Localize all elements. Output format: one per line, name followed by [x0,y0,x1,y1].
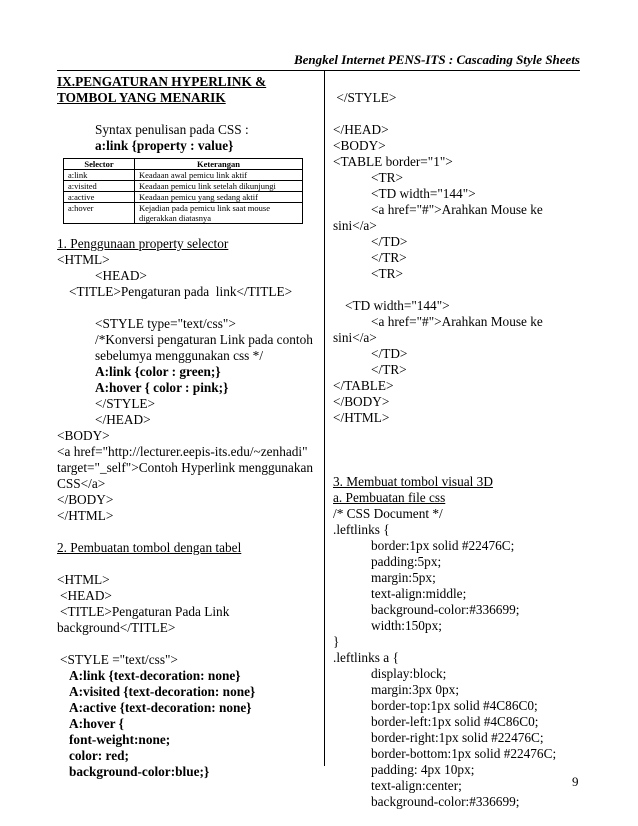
code-line: A:link {color : green;} [95,364,221,379]
code-line: A:visited {text-decoration: none} [69,684,256,699]
table-row [64,181,303,192]
code-line: <TR> [371,170,403,185]
left-column [57,74,319,780]
spacer [57,106,319,122]
table-header-selector: Selector [64,159,135,170]
code-line: A:link {text-decoration: none} [69,668,241,683]
code-line: margin:5px; [371,570,436,585]
css-code-block [333,506,583,810]
code-line: <HEAD> [60,588,112,603]
spacer [333,106,583,122]
code-line: </BODY> [333,394,390,409]
selector-cell: a:visited [64,181,135,192]
selector-table-body [64,170,303,224]
code-line: sebelumya menggunakan css */ [95,348,264,363]
subsection-title-3a: a. Pembuatan file css [333,490,446,505]
code-line: <TABLE border="1"> [333,154,453,169]
code-line: /*Konversi pengaturan Link pada contoh [95,332,313,347]
column-divider [324,71,325,766]
code-line: </HEAD> [333,122,389,137]
selector-cell: a:hover [64,203,135,224]
spacer [333,442,583,458]
code-line: border-left:1px solid #4C86C0; [371,714,539,729]
code-line: <TITLE>Pengaturan Pada Link [60,604,230,619]
code-line: text-align:center; [371,778,462,793]
code-line: A:active {text-decoration: none} [69,700,252,715]
code-line: A:hover { color : pink;} [95,380,229,395]
running-header: Bengkel Internet PENS-ITS : Cascading Style Sheets [293,52,580,67]
description-cell: Keadaan pemicu yang sedang aktif [135,192,303,203]
table-row [64,203,303,224]
table-row [64,170,303,181]
code-line: </STYLE> [95,396,156,411]
code-line: </BODY> [57,492,114,507]
code-line: sini</a> [333,218,377,233]
code-line: color: red; [69,748,129,763]
code-line: <a href="#">Arahkan Mouse ke [371,202,543,217]
subsection-title-1: 1. Penggunaan property selector [57,236,229,251]
code-line: </TABLE> [333,378,394,393]
code-line: <STYLE ="text/css"> [60,652,178,667]
code-block-1 [57,252,319,524]
code-line: </HTML> [57,508,114,523]
code-line: <HEAD> [95,268,147,283]
syntax-intro: Syntax penulisan pada CSS : [95,122,249,137]
code-line: display:block; [371,666,447,681]
header-rule [57,70,580,71]
code-line: </HTML> [333,410,390,425]
code-line: sini</a> [333,330,377,345]
code-line: CSS</a> [57,476,106,491]
spacer [333,282,583,298]
right-column [333,74,583,810]
code-line: target="_self">Contoh Hyperlink menggunakan [57,460,314,475]
code-line: </HEAD> [95,412,151,427]
code-line: <a href="http://lecturer.eepis-its.edu/~zenhadi" [57,444,308,459]
section-title-line-1: IX.PENGATURAN HYPERLINK & [57,74,267,89]
code-line: <BODY> [57,428,110,443]
page-number: 9 [572,774,579,789]
code-line: .leftlinks { [333,522,390,537]
code-line: border:1px solid #22476C; [371,538,515,553]
code-block-2 [57,556,319,780]
code-line: background-color:blue;} [69,764,210,779]
code-line: <HTML> [57,572,110,587]
selector-table [63,158,303,224]
code-line: .leftlinks a { [333,650,399,665]
code-line: border-bottom:1px solid #22476C; [371,746,557,761]
section-title-line-2: TOMBOL YANG MENARIK [57,90,226,105]
code-line: margin:3px 0px; [371,682,460,697]
code-line: padding: 4px 10px; [371,762,475,777]
selector-cell: a:active [64,192,135,203]
code-line: } [333,634,340,649]
code-line: <TD width="144"> [371,186,476,201]
spacer [57,556,319,572]
syntax-rule: a:link {property : value} [95,138,234,153]
table-row [64,192,303,203]
description-cell: Keadaan awal pemicu link aktif [135,170,303,181]
table-header-keterangan: Keterangan [135,159,303,170]
code-line: background-color:#336699; [371,602,520,617]
code-line: </TD> [371,346,408,361]
code-line: <HTML> [57,252,110,267]
description-cell: Keadaan pemicu link setelah dikunjungi [135,181,303,192]
spacer [57,300,319,316]
spacer [57,524,319,540]
code-line: font-weight:none; [69,732,171,747]
code-line: <TR> [371,266,403,281]
code-line: background</TITLE> [57,620,176,635]
spacer [57,636,319,652]
spacer [333,74,583,90]
code-line: padding:5px; [371,554,442,569]
code-line: </TR> [371,250,407,265]
code-line: </TR> [371,362,407,377]
subsection-title-2: 2. Pembuatan tombol dengan tabel [57,540,242,555]
spacer [333,458,583,474]
code-line: <STYLE type="text/css"> [95,316,236,331]
code-line: /* CSS Document */ [333,506,443,521]
code-line: <TD width="144"> [345,298,450,313]
code-line: text-align:middle; [371,586,467,601]
code-block-2-continued [333,74,583,474]
code-line: width:150px; [371,618,442,633]
code-line: background-color:#336699; [371,794,520,809]
code-line: <a href="#">Arahkan Mouse ke [371,314,543,329]
code-line: border-top:1px solid #4C86C0; [371,698,538,713]
table-header-row [64,159,303,170]
code-line: border-right:1px solid #22476C; [371,730,544,745]
code-line: </TD> [371,234,408,249]
code-line: <BODY> [333,138,386,153]
code-line: <TITLE>Pengaturan pada link</TITLE> [69,284,293,299]
subsection-title-3: 3. Membuat tombol visual 3D [333,474,493,489]
code-line: </STYLE> [333,90,397,105]
description-cell: Kejadian pada pemicu link saat mouse digerakkan diatasnya [135,203,303,224]
spacer [333,426,583,442]
selector-cell: a:link [64,170,135,181]
code-line: A:hover { [69,716,124,731]
